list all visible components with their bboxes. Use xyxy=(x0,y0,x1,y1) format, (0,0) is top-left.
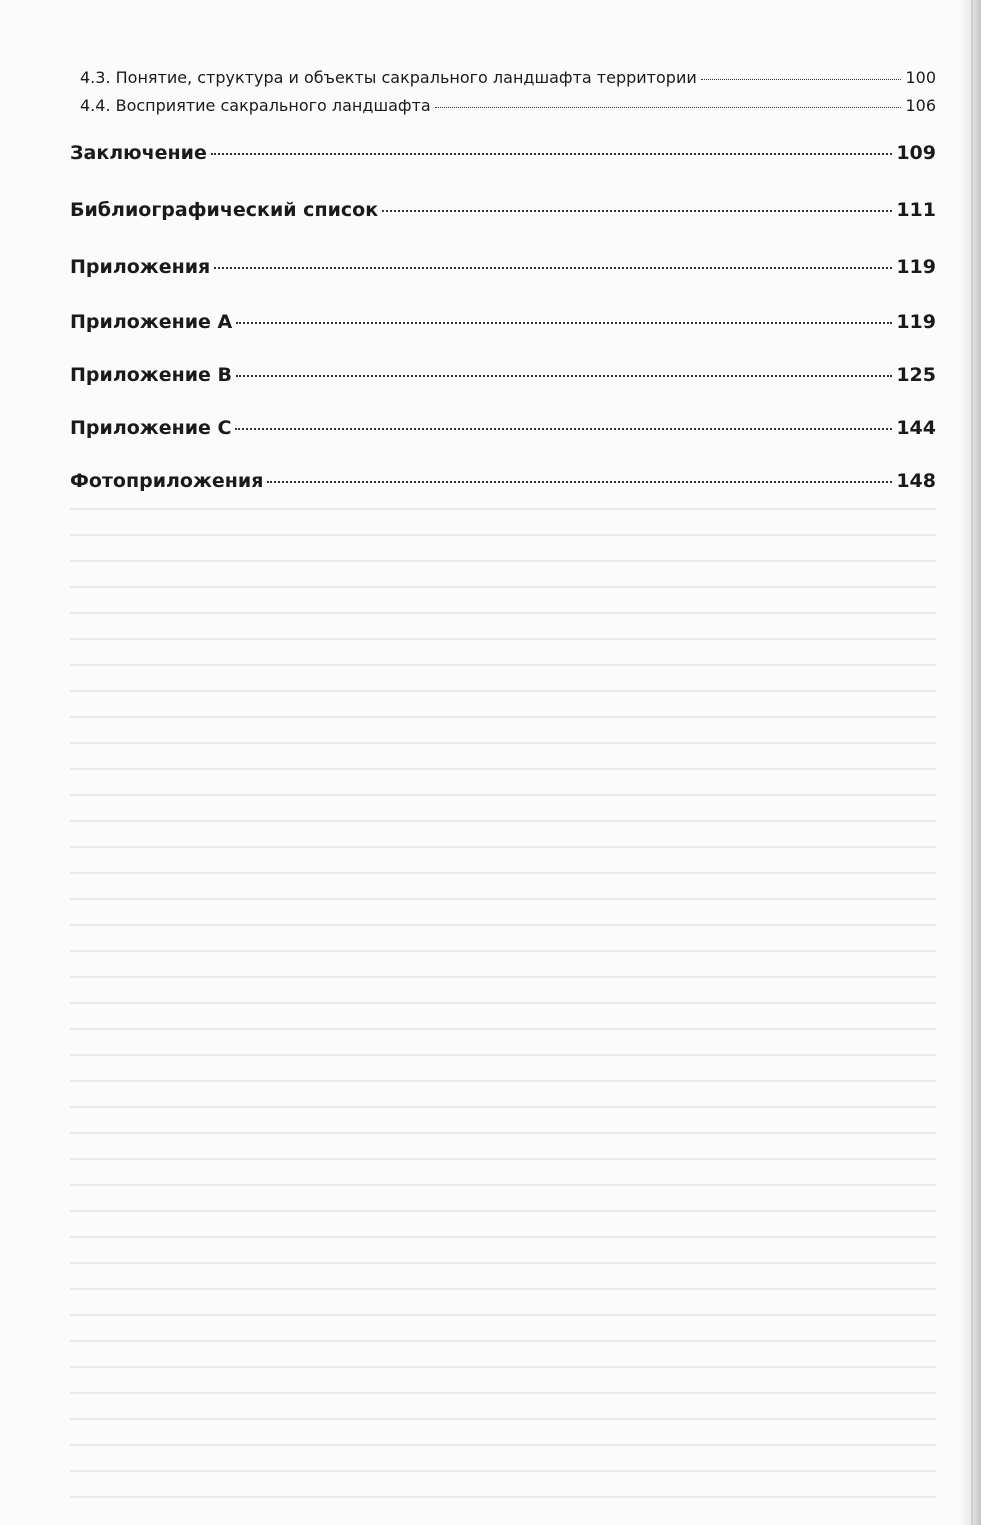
toc-entry xyxy=(80,96,936,115)
dot-leader xyxy=(236,322,892,324)
page-edge-shadow xyxy=(959,0,981,1525)
toc-entry xyxy=(70,256,936,278)
toc-entry-page: 144 xyxy=(896,417,936,439)
toc-entry-title: Приложение С xyxy=(70,417,232,439)
toc-entry-page: 100 xyxy=(905,68,936,87)
show-through-text xyxy=(70,490,936,1500)
toc-entry-title: Приложение А xyxy=(70,311,233,333)
toc-entry xyxy=(70,364,936,386)
toc-entry-page: 109 xyxy=(896,142,936,164)
toc-entry-page: 125 xyxy=(896,364,936,386)
dot-leader xyxy=(211,153,892,155)
dot-leader xyxy=(235,428,892,430)
toc-entry-title: 4.3. Понятие, структура и объекты сакрального ландшафта территории xyxy=(80,68,697,87)
dot-leader xyxy=(214,267,892,269)
toc-entry xyxy=(70,470,936,492)
toc-entry xyxy=(70,142,936,164)
dot-leader xyxy=(382,210,892,212)
toc-entry xyxy=(80,68,936,87)
toc-entry-page: 119 xyxy=(896,256,936,278)
toc-entry xyxy=(70,311,936,333)
toc-entry-page: 111 xyxy=(896,199,936,221)
page-edge-line xyxy=(971,0,973,1525)
dot-leader xyxy=(267,481,892,483)
toc-entry-title: Заключение xyxy=(70,142,207,164)
toc-entry xyxy=(70,417,936,439)
toc-entry-page: 119 xyxy=(896,311,936,333)
toc-entry-title: Фотоприложения xyxy=(70,470,264,492)
dot-leader xyxy=(236,375,892,377)
toc-entry xyxy=(70,199,936,221)
dot-leader xyxy=(435,107,902,108)
toc-entry-title: Библиографический список xyxy=(70,199,379,221)
dot-leader xyxy=(701,79,902,80)
toc-entry-page: 106 xyxy=(905,96,936,115)
toc-entry-title: Приложение В xyxy=(70,364,233,386)
toc-entry-title: 4.4. Восприятие сакрального ландшафта xyxy=(80,96,431,115)
toc-entry-title: Приложения xyxy=(70,256,211,278)
toc-entry-page: 148 xyxy=(896,470,936,492)
